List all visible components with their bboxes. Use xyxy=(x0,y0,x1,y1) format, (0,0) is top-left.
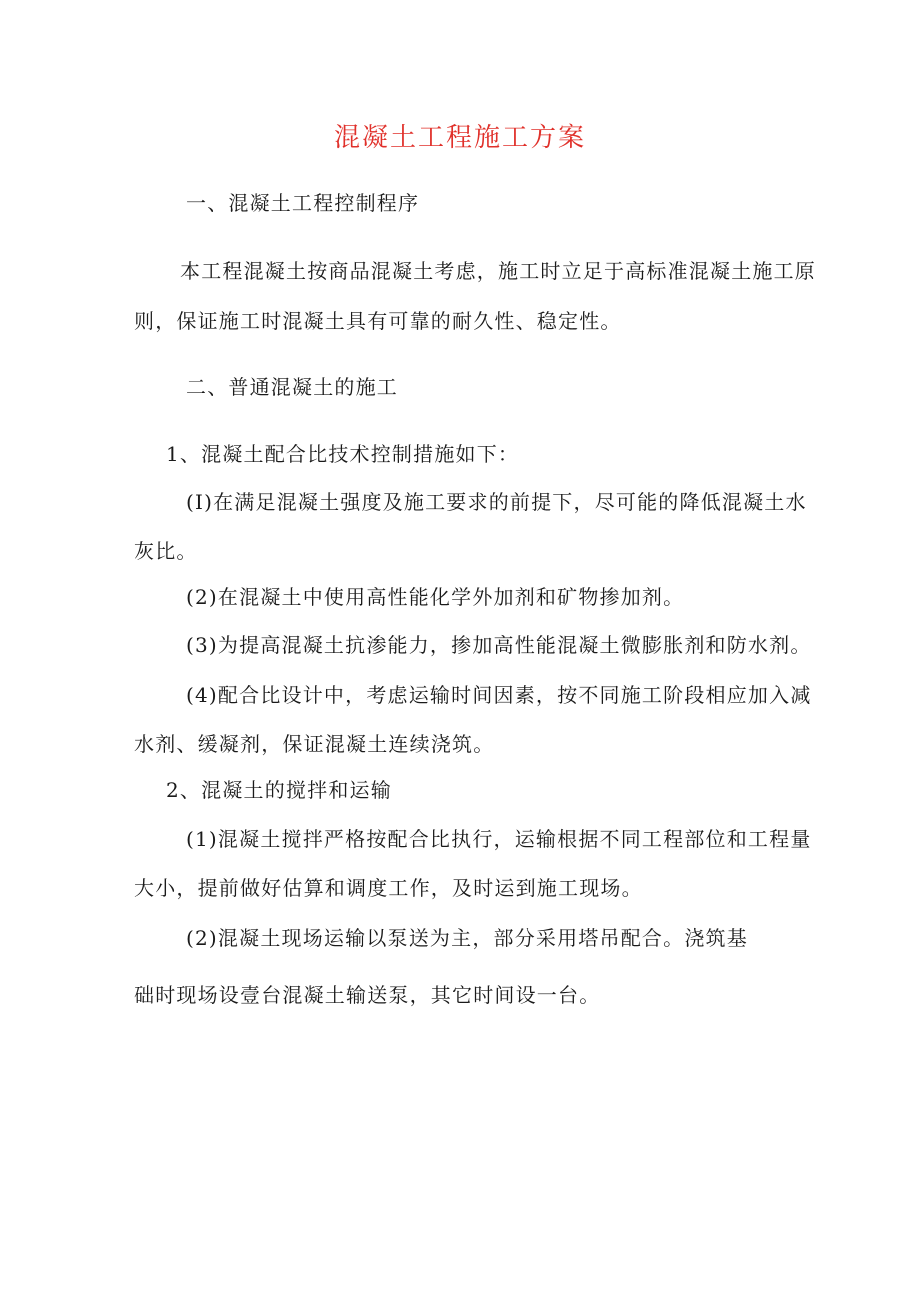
item-1-1-line-1: (I)在满足混凝土强度及施工要求的前提下，尽可能的降低混凝土水 xyxy=(186,490,807,514)
item-1-2: (2)在混凝土中使用高性能化学外加剂和矿物掺加剂。 xyxy=(186,585,685,609)
item-1-heading: 1、混凝土配合比技术控制措施如下： xyxy=(166,442,520,466)
item-1-1-line-2: 灰比。 xyxy=(134,539,198,563)
item-2-1-line-1: (1)混凝土搅拌严格按配合比执行，运输根据不同工程部位和工程量 xyxy=(186,827,812,851)
item-1-4-line-1: (4)配合比设计中，考虑运输时间因素，按不同施工阶段相应加入减 xyxy=(186,683,812,707)
item-1-4-line-2: 水剂、缓凝剂，保证混凝土连续浇筑。 xyxy=(134,732,495,756)
item-2-heading: 2、混凝土的搅拌和运输 xyxy=(166,778,392,802)
section-1-paragraph-line-2: 则，保证施工时混凝土具有可靠的耐久性、稳定性。 xyxy=(134,309,622,333)
section-2-heading: 二、普通混凝土的施工 xyxy=(186,375,398,399)
section-1-heading: 一、混凝土工程控制程序 xyxy=(186,191,420,215)
section-1-paragraph-line-1: 本工程混凝土按商品混凝土考虑，施工时立足于高标准混凝土施工原 xyxy=(180,259,816,283)
item-2-2-line-1: (2)混凝土现场运输以泵送为主，部分采用塔吊配合。浇筑基 xyxy=(186,926,748,950)
item-2-1-line-2: 大小，提前做好估算和调度工作，及时运到施工现场。 xyxy=(134,876,643,900)
item-2-2-line-2: 础时现场设壹台混凝土输送泵，其它时间设一台。 xyxy=(134,983,601,1007)
document-title: 混凝土工程施工方案 xyxy=(333,123,586,153)
item-1-3: (3)为提高混凝土抗渗能力，掺加高性能混凝土微膨胀剂和防水剂。 xyxy=(186,633,812,657)
